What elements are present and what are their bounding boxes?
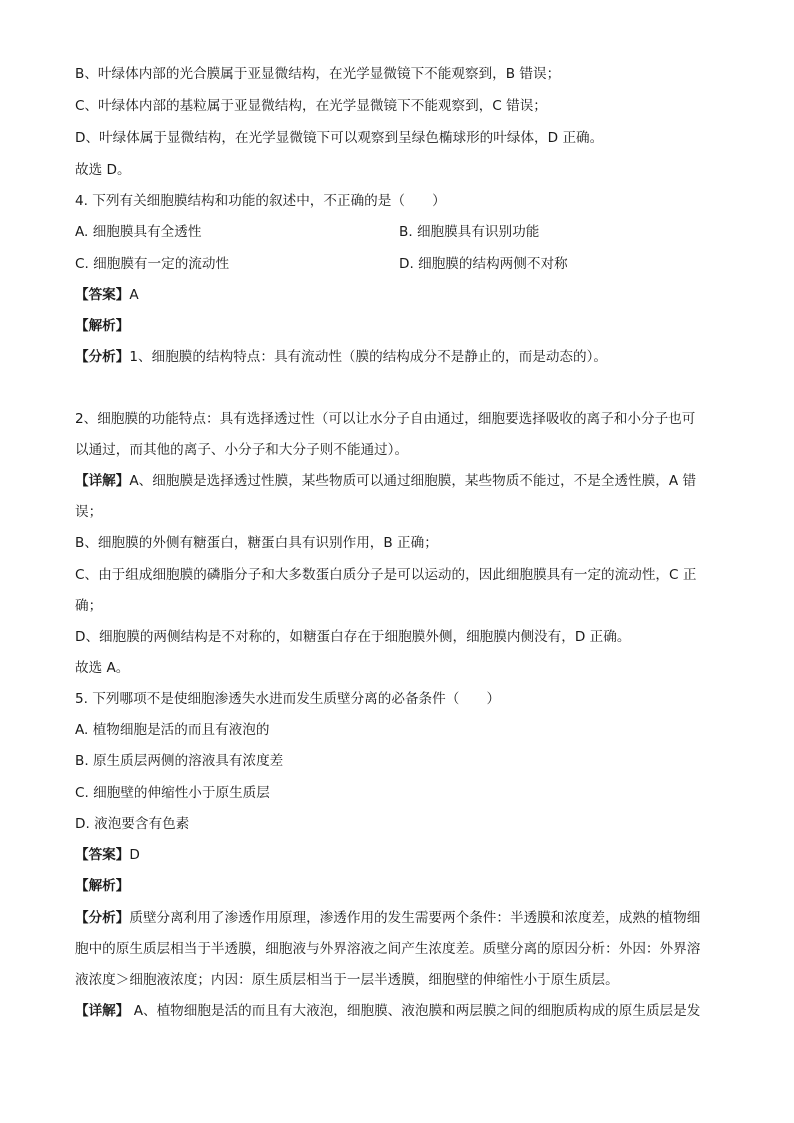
text-line: D、细胞膜的两侧结构是不对称的，如糖蛋白存在于细胞膜外侧，细胞膜内侧没有，D 正确。: [75, 629, 631, 645]
answer-line: [75, 285, 139, 305]
text-line: C、叶绿体内部的基粒属于亚显微结构，在光学显微镜下不能观察到，C 错误；: [75, 98, 547, 114]
detail-text: A、植物细胞是活的而且有大液泡，细胞膜、液泡膜和两层膜之间的细胞质构成的原生质层是发: [129, 1003, 701, 1019]
xiangjie-tag: 【详解】: [75, 473, 130, 489]
text-line: D、叶绿体属于显微结构，在光学显微镜下可以观察到呈绿色椭球形的叶绿体，D 正确。: [75, 130, 604, 146]
text-line: 误；: [75, 504, 103, 520]
fenxi-tag: 【分析】: [75, 910, 130, 926]
text-line: B、细胞膜的外侧有糖蛋白，糖蛋白具有识别作用，B 正确；: [75, 535, 438, 551]
analysis-line: [75, 347, 607, 367]
fenxi-text: 1、细胞膜的结构特点：具有流动性（膜的结构成分不是静止的，而是动态的）。: [129, 349, 608, 365]
question-4-option-b: B. 细胞膜具有识别功能: [399, 224, 540, 240]
question-4-option-a: A. 细胞膜具有全透性: [75, 224, 202, 240]
analysis-line: [75, 908, 700, 928]
detail-line: [75, 1001, 700, 1021]
fenxi-text: 质壁分离利用了渗透作用原理，渗透作用的发生需要两个条件：半透膜和浓度差，成熟的植物细: [129, 910, 701, 926]
question-5-option-c: C. 细胞壁的伸缩性小于原生质层: [75, 785, 270, 801]
text-line: 以通过，而其他的离子、小分子和大分子则不能通过）。: [75, 442, 409, 458]
question-5-stem: 5. 下列哪项不是使细胞渗透失水进而发生质壁分离的必备条件（ ）: [75, 691, 501, 707]
text-line: 故选 A。: [75, 660, 130, 676]
answer-value: A: [129, 287, 139, 303]
answer-tag: 【答案】: [75, 287, 130, 303]
fenxi-tag: 【分析】: [75, 349, 130, 365]
text-line: 胞中的原生质层相当于半透膜，细胞液与外界溶液之间产生浓度差。质壁分离的原因分析：外因：外界溶: [75, 941, 701, 957]
question-5-option-a: A. 植物细胞是活的而且有液泡的: [75, 722, 270, 738]
text-line: 2、细胞膜的功能特点：具有选择透过性（可以让水分子自由通过，细胞要选择吸收的离子和小分子也可: [75, 411, 696, 427]
detail-line: [75, 471, 696, 491]
answer-line: [75, 845, 140, 865]
analysis-heading: 【解析】: [75, 878, 130, 894]
text-line: 故选 D。: [75, 162, 131, 178]
question-5-option-b: B. 原生质层两侧的溶液具有浓度差: [75, 753, 284, 769]
question-5-option-d: D. 液泡要含有色素: [75, 816, 190, 832]
question-4-option-c: C. 细胞膜有一定的流动性: [75, 256, 230, 272]
xiangjie-tag: 【详解】: [75, 1003, 130, 1019]
text-line: 确；: [75, 598, 103, 614]
detail-text: A、细胞膜是选择透过性膜，某些物质可以通过细胞膜，某些物质不能过，不是全透性膜，A 错: [129, 473, 697, 489]
answer-value: D: [129, 847, 140, 863]
text-line: B、叶绿体内部的光合膜属于亚显微结构，在光学显微镜下不能观察到，B 错误；: [75, 66, 561, 82]
text-line: C、由于组成细胞膜的磷脂分子和大多数蛋白质分子是可以运动的，因此细胞膜具有一定的流动性，C 正: [75, 567, 697, 583]
analysis-heading: 【解析】: [75, 318, 130, 334]
text-line: 液浓度＞细胞液浓度；内因：原生质层相当于一层半透膜，细胞壁的伸缩性小于原生质层。: [75, 972, 619, 988]
question-4-option-d: D. 细胞膜的结构两侧不对称: [399, 256, 568, 272]
question-4-stem: 4. 下列有关细胞膜结构和功能的叙述中，不正确的是（ ）: [75, 193, 446, 209]
answer-tag: 【答案】: [75, 847, 130, 863]
